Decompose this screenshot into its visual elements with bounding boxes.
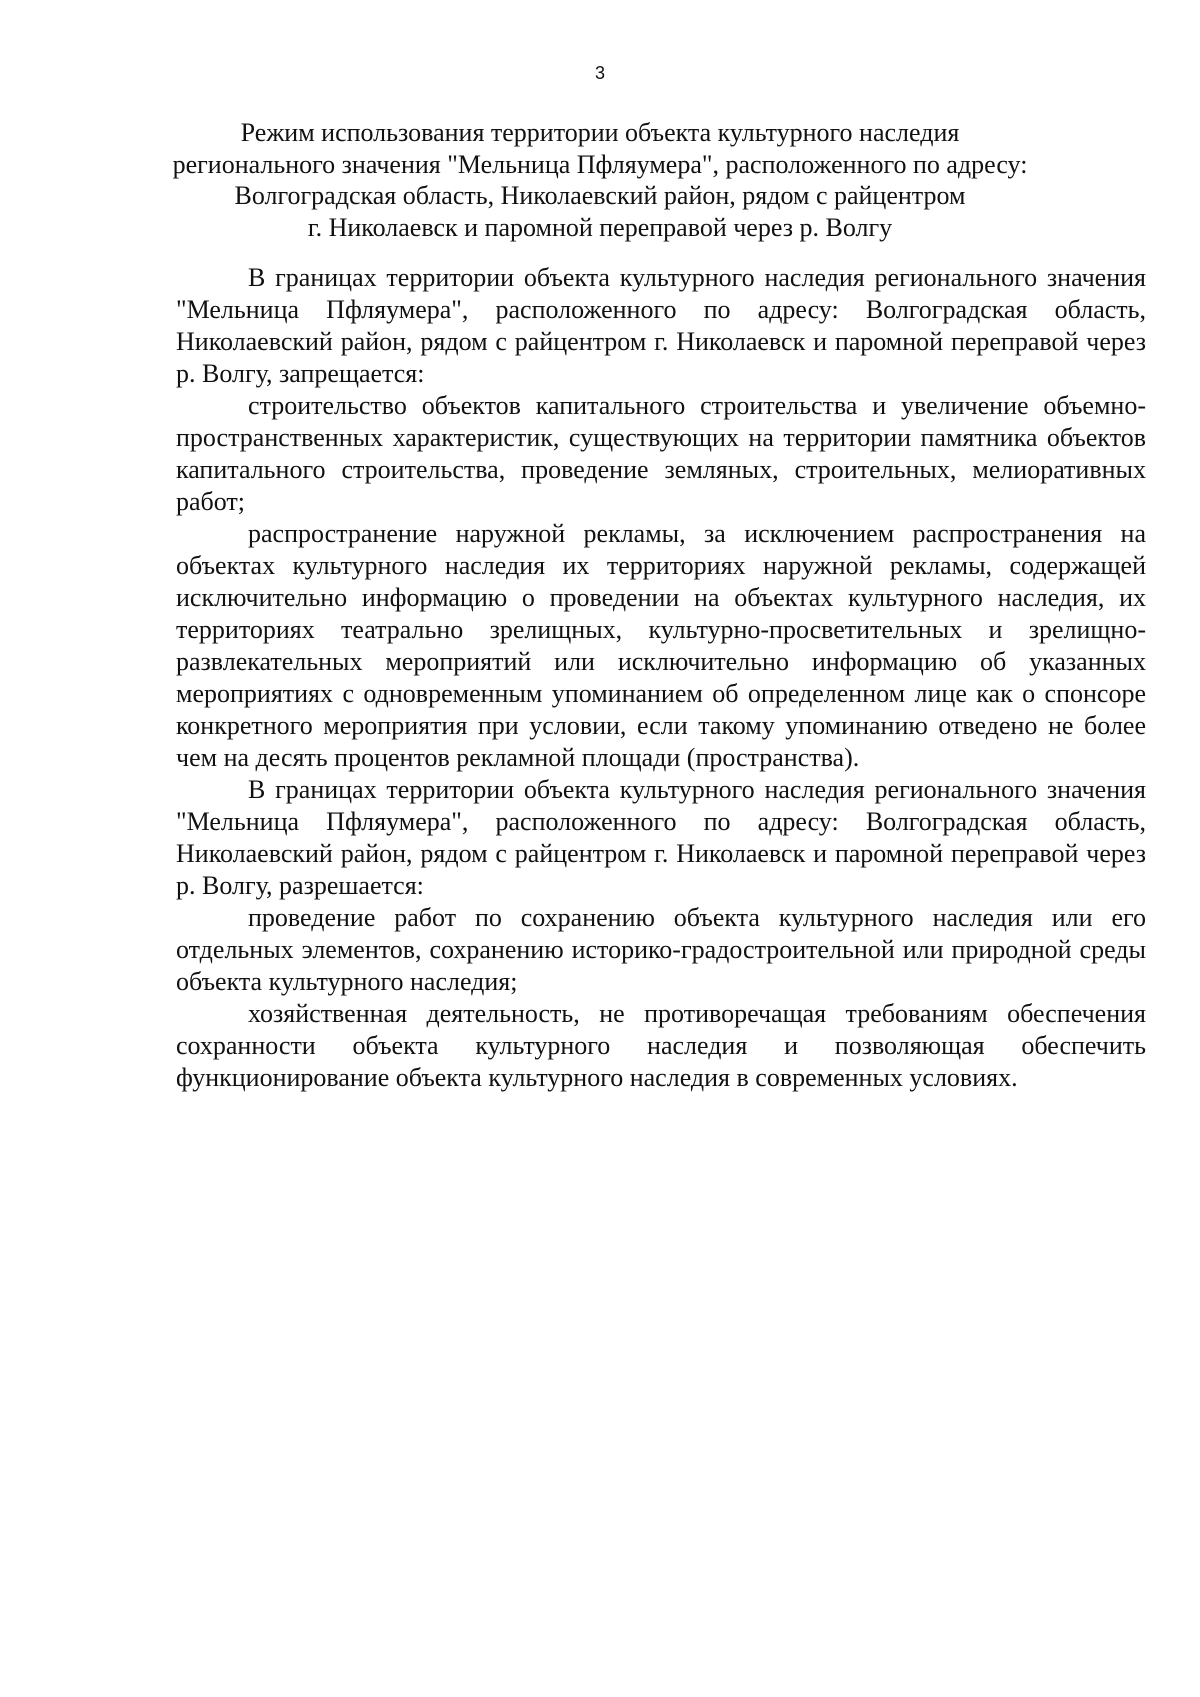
paragraph-permitted-preservation: проведение работ по сохранению объекта культурного наследия или его отдельных элементов, сохранению историко-градостроительной или природной среды объекта культурного наследия; <box>176 903 1146 996</box>
document-body <box>176 262 1146 1094</box>
heading-line: регионального значения "Мельница Пфляумера", расположенного по адресу: <box>172 149 1028 179</box>
document-heading <box>150 117 1050 243</box>
paragraph-prohibited-intro: В границах территории объекта культурного наследия регионального значения "Мельница Пфляумера", расположенного по адресу: Волгоградская область, Николаевский район, рядом с райцентром г. Николаевск и паромной переправой через р. Волгу, запрещается: <box>176 263 1146 388</box>
heading-line: Режим использования территории объекта культурного наследия <box>240 118 960 147</box>
paragraph-prohibited-advertising: распространение наружной рекламы, за исключением распространения на объектах культурного наследия их территориях наружной рекламы, содержащей исключительно информацию о проведении на объектах культурного наследия, их территориях театрально зрелищных, культурно-просветительных и зрелищно-развлекательных мероприятий или исключительно информацию об указанных мероприятиях с одновременным упоминанием об определенном лице как о спонсоре конкретного мероприятия при условии, если такому упоминанию отведено не более чем на десять процентов рекламной площади (пространства). <box>176 519 1146 772</box>
heading-line: г. Николаевск и паромной переправой через р. Волгу <box>307 212 893 242</box>
heading-line: Волгоградская область, Николаевский район, рядом с райцентром <box>234 181 966 210</box>
paragraph-prohibited-construction: строительство объектов капитального строительства и увеличение объемно-пространственных характеристик, существующих на территории памятника объектов капитального строительства, проведение земляных, строительных, мелиоративных работ; <box>176 391 1146 516</box>
page-number: 3 <box>594 63 605 83</box>
paragraph-permitted-economic-activity: хозяйственная деятельность, не противоречащая требованиям обеспечения сохранности объекта культурного наследия и позволяющая обеспечить функционирование объекта культурного наследия в современных условиях. <box>176 999 1146 1092</box>
paragraph-permitted-intro: В границах территории объекта культурного наследия регионального значения "Мельница Пфляумера", расположенного по адресу: Волгоградская область, Николаевский район, рядом с райцентром г. Николаевск и паромной переправой через р. Волгу, разрешается: <box>176 775 1146 900</box>
